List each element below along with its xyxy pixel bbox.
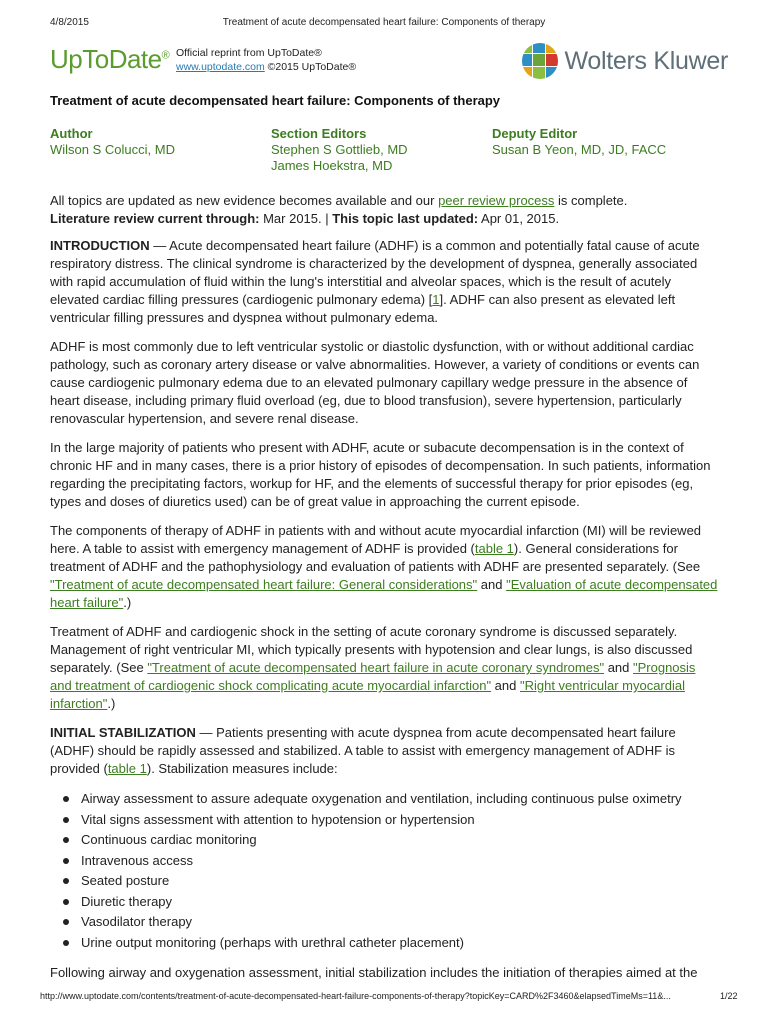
general-considerations-link[interactable]: "Treatment of acute decompensated heart failure: General considerations" [50,577,478,592]
print-header-date: 4/8/2015 [50,17,89,28]
cardiogenic-shock-link[interactable]: "Prognosis and treatment of cardiogenic shock complicating acute myocardial infarction" [50,660,696,693]
deputy-editor-heading: Deputy Editor [492,126,578,141]
last-updated-label: This topic last updated: [332,211,479,226]
paragraph-etiology: ADHF is most commonly due to left ventricular systolic or diastolic dysfunction, with or without additional cardiac pathology, such as coronary artery disease or valve abnormalities. However, a variety of conditions or events can cause cardiogenic pulmonary edema due to an elevated pulmonary capillary wedge pressure in the absence of heart disease, including primary fluid overload (eg, due to blood transfusion), severe hypertension, particularly renovascular hypertension, and severe renal disease. [50,339,700,426]
acs-link[interactable]: "Treatment of acute decompensated heart failure in acute coronary syndromes" [147,660,605,675]
update-status: All topics are updated as new evidence becomes available and our peer review process is complete. Literature review current through: Mar 2015. | This topic last updated: Apr 01, 2015. [50,193,628,226]
lit-review-label: Literature review current through: [50,211,260,226]
section-editors-block [271,126,492,174]
editors [50,126,720,174]
list-item: Vital signs assessment with attention to hypotension or hypertension [81,810,720,831]
bullet-icon [63,858,69,864]
bullet-icon [63,878,69,884]
article [50,93,720,993]
bullet-icon [63,899,69,905]
bullet-icon [63,837,69,843]
bullet-icon [63,817,69,823]
stabilization-list [50,789,720,953]
table-1-link[interactable]: table 1 [474,541,514,556]
section-editor-2: James Hoekstra, MD [271,158,393,173]
section-heading-initial-stabilization: INITIAL STABILIZATION [50,725,196,740]
paragraph-acs: Treatment of ADHF and cardiogenic shock in the setting of acute coronary syndrome is discussed separately. Management of right ventricular MI, which typically presents with hypotension and clear lungs, is also discussed separately. (See "Treatment of acute decompensated heart failure in acute coronary syndromes" and "Prognosis and treatment of cardiogenic shock complicating acute myocardial infarction" and "Right ventricular myocardial infarction".) [50,624,696,711]
rv-infarction-link[interactable]: "Right ventricular myocardial infarction" [50,678,685,711]
paragraph-chronic-hf: In the large majority of patients who present with ADHF, acute or subacute decompensation is in the context of chronic HF and in many cases, there is a prior history of episodes of decompensation. In such patients, information regarding the precipitating factors, workup for HF, and the elements of successful therapy for prior episodes (eg, types and doses of diuretics used) can be of great value in approaching the current episode. [50,440,711,509]
paragraph-components: The components of therapy of ADHF in patients with and without acute myocardial infarction (MI) will be reviewed here. A table to assist with emergency management of ADHF is provided (table 1). General considerations for treatment of ADHF and the pathophysiology and evaluation of patients with ADHF are presented separately. (See "Treatment of acute decompensated heart failure: General considerations" and "Evaluation of acute decompensated heart failure".) [50,523,718,610]
brand-bar [50,42,728,88]
reference-link[interactable]: 1 [432,292,440,307]
section-heading-introduction: INTRODUCTION [50,238,150,253]
reprint-notice [176,46,356,74]
list-item: Airway assessment to assure adequate oxygenation and ventilation, including continuous pulse oximetry [81,789,720,810]
deputy-editor-block [492,126,666,174]
bullet-icon [63,796,69,802]
author-name: Wilson S Colucci, MD [50,142,175,157]
peer-review-link[interactable]: peer review process [438,193,555,208]
paragraph-initial-stabilization: INITIAL STABILIZATION — Patients presenting with acute dyspnea from acute decompensated heart failure (ADHF) should be rapidly assessed and stabilized. A table to assist with emergency management of ADHF is provided (table 1). Stabilization measures include: [50,725,676,776]
list-item: Continuous cardiac monitoring [81,830,720,851]
evaluation-link[interactable]: "Evaluation of acute decompensated heart failure" [50,577,718,610]
list-item: Urine output monitoring (perhaps with urethral catheter placement) [81,933,720,954]
list-item: Vasodilator therapy [81,912,720,933]
page-number: 1/22 [720,991,738,1001]
wk-globe-icon [521,42,559,80]
author-heading: Author [50,126,93,141]
uptodate-link[interactable]: www.uptodate.com [176,61,265,73]
deputy-editor-name: Susan B Yeon, MD, JD, FACC [492,142,667,157]
bullet-icon [63,940,69,946]
print-header-title: Treatment of acute decompensated heart failure: Components of therapy [222,17,546,28]
table-1-link[interactable]: table 1 [107,761,147,776]
list-item: Seated posture [81,871,720,892]
wk-name: Wolters Kluwer [564,46,728,75]
print-footer-url: http://www.uptodate.com/contents/treatment-of-acute-decompensated-heart-failure-components-of-therapy?topicKey=CARD%2F3460&elapsedTimeMs=11&... [40,991,671,1001]
list-item: Diuretic therapy [81,892,720,913]
uptodate-logo: UpToDate® [50,44,170,74]
paragraph-following: Following airway and oxygenation assessment, initial stabilization includes the initiation of therapies aimed at the [50,965,698,980]
article-title: Treatment of acute decompensated heart failure: Components of therapy [50,93,501,108]
bullet-icon [63,919,69,925]
author-block [50,126,271,174]
list-item: Intravenous access [81,851,720,872]
section-editor-1: Stephen S Gottlieb, MD [271,142,408,157]
reprint-line: Official reprint from UpToDate® [176,47,322,59]
wolters-kluwer-logo [521,42,728,80]
copyright: ©2015 UpToDate® [267,61,357,73]
paragraph-introduction: INTRODUCTION — Acute decompensated heart failure (ADHF) is a common and potentially fatal cause of acute respiratory distress. The clinical syndrome is characterized by the development of dyspnea, generally associated with rapid accumulation of fluid within the lung's interstitial and alveolar spaces, which is the result of acutely elevated cardiac filling pressures (cardiogenic pulmonary edema) [1]. ADHF can also present as elevated left ventricular filling pressures and dyspnea without pulmonary edema. [50,238,700,325]
section-editors-heading: Section Editors [271,126,367,141]
